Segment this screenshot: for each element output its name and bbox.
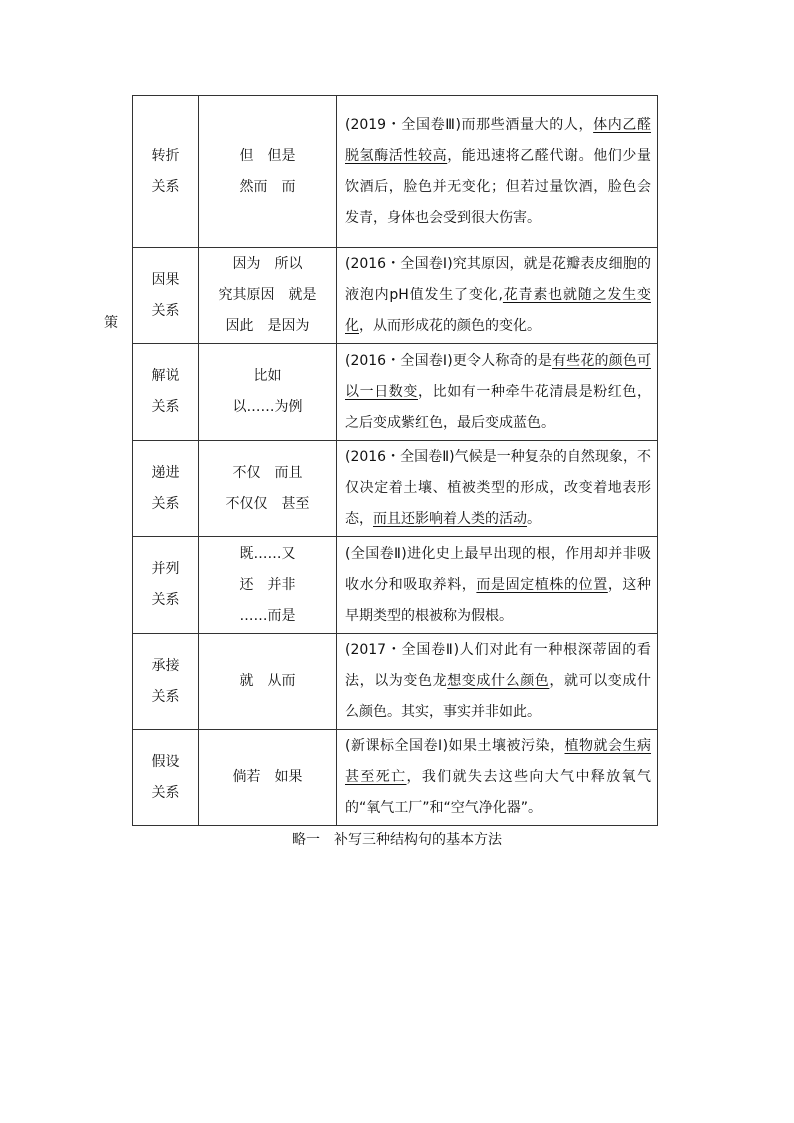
table-row xyxy=(133,248,658,344)
example-text-segment: (新课标全国卷Ⅰ)如果土壤被污染， xyxy=(345,738,565,754)
example-text-segment: (2017・全国卷Ⅱ)人们对此有一种根深蒂固的看法，以为变色龙 xyxy=(345,642,651,689)
table-row xyxy=(133,537,658,634)
example-sentence-cell xyxy=(337,344,658,441)
example-text-segment: (全国卷Ⅱ)进化史上最早出现的根，作用却并非吸收水分和吸取养料， xyxy=(345,545,651,593)
connective-words-line: 还 并非 xyxy=(239,576,296,593)
relation-type-line: 关系 xyxy=(151,302,180,319)
example-text-segment: ，从而形成花的颜色的变化。 xyxy=(359,318,541,334)
relation-type-line: 关系 xyxy=(151,495,180,512)
relation-type-cell xyxy=(133,441,199,537)
table-row xyxy=(133,344,658,441)
relation-type-line: 关系 xyxy=(151,592,180,608)
relation-type-line: 转折 xyxy=(151,147,180,164)
relation-type-line: 关系 xyxy=(151,688,180,705)
section-caption: 略一 补写三种结构句的基本方法 xyxy=(292,832,502,848)
side-label-ce: 策 xyxy=(104,315,118,331)
connective-words-cell xyxy=(199,248,337,344)
connective-words-cell xyxy=(199,441,337,537)
connective-words-line: 倘若 如果 xyxy=(232,769,303,785)
example-text-segment: (2019・全国卷Ⅲ)而那些酒量大的人， xyxy=(345,116,594,133)
example-text-segment: ，这种早期类型的根被称为假根。 xyxy=(345,576,652,624)
relation-type-cell xyxy=(133,96,199,248)
table-row xyxy=(133,730,658,826)
example-underlined-segment: 植物就会生病甚至死亡 xyxy=(345,738,652,785)
example-underlined-segment: 想变成什么颜色 xyxy=(447,673,550,689)
relation-type-line: 因果 xyxy=(151,271,180,288)
relation-type-line: 假设 xyxy=(151,753,180,770)
relation-type-cell xyxy=(133,634,199,730)
example-text-segment: ，比如有一种牵牛花清晨是粉红色，之后变成紫红色，最后变成蓝色。 xyxy=(345,383,651,431)
example-sentence-cell xyxy=(337,537,658,634)
example-underlined-segment: 花青素也就随之发生变化 xyxy=(345,287,651,334)
relation-type-line: 并列 xyxy=(151,561,180,577)
example-underlined-segment: 而是固定植株的位置 xyxy=(476,576,608,593)
example-sentence-cell xyxy=(337,248,658,344)
example-text-segment: ，能迅速将乙醛代谢。他们少量饮酒后，脸色并无变化；但若过量饮酒，脸色会发青，身体也会受到很大伤害。 xyxy=(345,147,652,226)
connective-words-cell xyxy=(199,96,337,248)
example-underlined-segment: 有些花的颜色可以一日数变 xyxy=(345,352,651,400)
example-underlined-segment: 而且还影响着人类的活动 xyxy=(373,511,527,527)
connective-words-line: 就 从而 xyxy=(239,673,296,689)
connective-words-line: 既……又 xyxy=(239,545,296,562)
example-text-segment: (2016・全国卷Ⅰ)究其原因，就是花瓣表皮细胞的液泡内pH值发生了变化, xyxy=(345,256,651,303)
table-row xyxy=(133,441,658,537)
connective-words-line: 以……为例 xyxy=(232,399,303,415)
relation-type-line: 递进 xyxy=(151,464,180,481)
connective-words-line: 然而 而 xyxy=(239,178,296,195)
example-text-segment: ，就可以变成什么颜色。其实，事实并非如此。 xyxy=(345,673,652,720)
example-sentence-cell xyxy=(337,634,658,730)
connective-words-line: 因此 是因为 xyxy=(225,318,310,334)
connective-words-line: 究其原因 就是 xyxy=(218,287,317,303)
connective-words-line: 不仅仅 甚至 xyxy=(225,495,310,512)
connective-words-line: ……而是 xyxy=(239,607,296,624)
relation-type-line: 关系 xyxy=(151,399,180,415)
example-sentence-cell xyxy=(337,441,658,537)
relation-type-cell xyxy=(133,730,199,826)
relation-type-cell xyxy=(133,537,199,634)
table-row xyxy=(133,96,658,248)
connective-words-cell xyxy=(199,344,337,441)
example-text-segment: ，我们就失去这些向大气中释放氧气的“氧气工厂”和“空气净化器”。 xyxy=(345,769,652,816)
example-text-segment: (2016・全国卷Ⅱ)气候是一种复杂的自然现象，不仅决定着土壤、植被类型的形成，改变着地表形态， xyxy=(345,449,651,527)
example-sentence-cell xyxy=(337,96,658,248)
table-row xyxy=(133,634,658,730)
connective-words-cell xyxy=(199,730,337,826)
connective-words-cell xyxy=(199,537,337,634)
relation-type-cell xyxy=(133,344,199,441)
example-sentence-cell xyxy=(337,730,658,826)
example-underlined-segment: 体内乙醛脱氢酶活性较高 xyxy=(345,116,652,164)
example-text-segment: (2016・全国卷Ⅰ)更令人称奇的是 xyxy=(345,352,552,369)
relation-type-line: 承接 xyxy=(151,657,180,674)
connective-words-cell xyxy=(199,634,337,730)
relation-type-line: 解说 xyxy=(151,368,180,384)
connective-words-line: 不仅 而且 xyxy=(232,464,303,481)
connective-words-line: 比如 xyxy=(253,368,282,384)
relation-type-cell xyxy=(133,248,199,344)
connective-words-line: 因为 所以 xyxy=(232,256,303,272)
example-text-segment: 。 xyxy=(527,511,541,527)
relation-table xyxy=(132,95,658,826)
connective-words-line: 但 但是 xyxy=(239,147,296,164)
relation-type-line: 关系 xyxy=(151,784,180,801)
relation-type-line: 关系 xyxy=(151,178,180,195)
